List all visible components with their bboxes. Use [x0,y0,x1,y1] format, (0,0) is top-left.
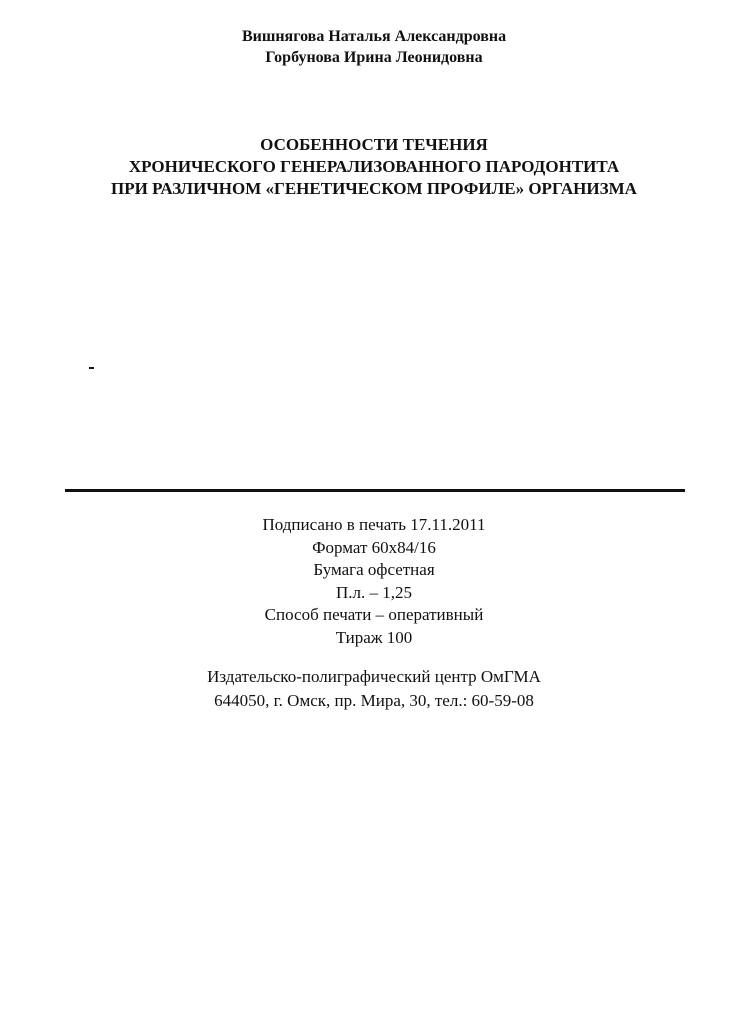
publisher-address: 644050, г. Омск, пр. Мира, 30, тел.: 60-59-08 [214,691,534,710]
author-name: Горбунова Ирина Леонидовна [265,49,483,66]
paper-type: Бумага офсетная [313,560,435,579]
imprint-block [0,514,748,649]
printed-sheets: П.л. – 1,25 [335,582,412,602]
title-line: ОСОБЕННОСТИ ТЕЧЕНИЯ [260,135,488,154]
publisher-name: Издательско-полиграфический центр ОмГМА [207,667,541,686]
print-method: Способ печати – оперативный [264,605,484,624]
publisher-block [0,665,748,713]
document-title [0,134,748,200]
title-line: ПРИ РАЗЛИЧНОМ «ГЕНЕТИЧЕСКОМ ПРОФИЛЕ» ОРГАНИЗМА [111,179,637,198]
signed-for-print: Подписано в печать 17.11.2011 [262,515,486,534]
circulation: Тираж 100 [335,627,413,647]
authors-block [0,26,748,68]
horizontal-divider [65,489,685,492]
author-name: Вишнягова Наталья Александровна [241,28,507,45]
paper-format: Формат 60х84/16 [312,537,436,557]
title-line: ХРОНИЧЕСКОГО ГЕНЕРАЛИЗОВАННОГО ПАРОДОНТИТА [128,157,620,176]
stray-dash-mark [89,367,94,369]
